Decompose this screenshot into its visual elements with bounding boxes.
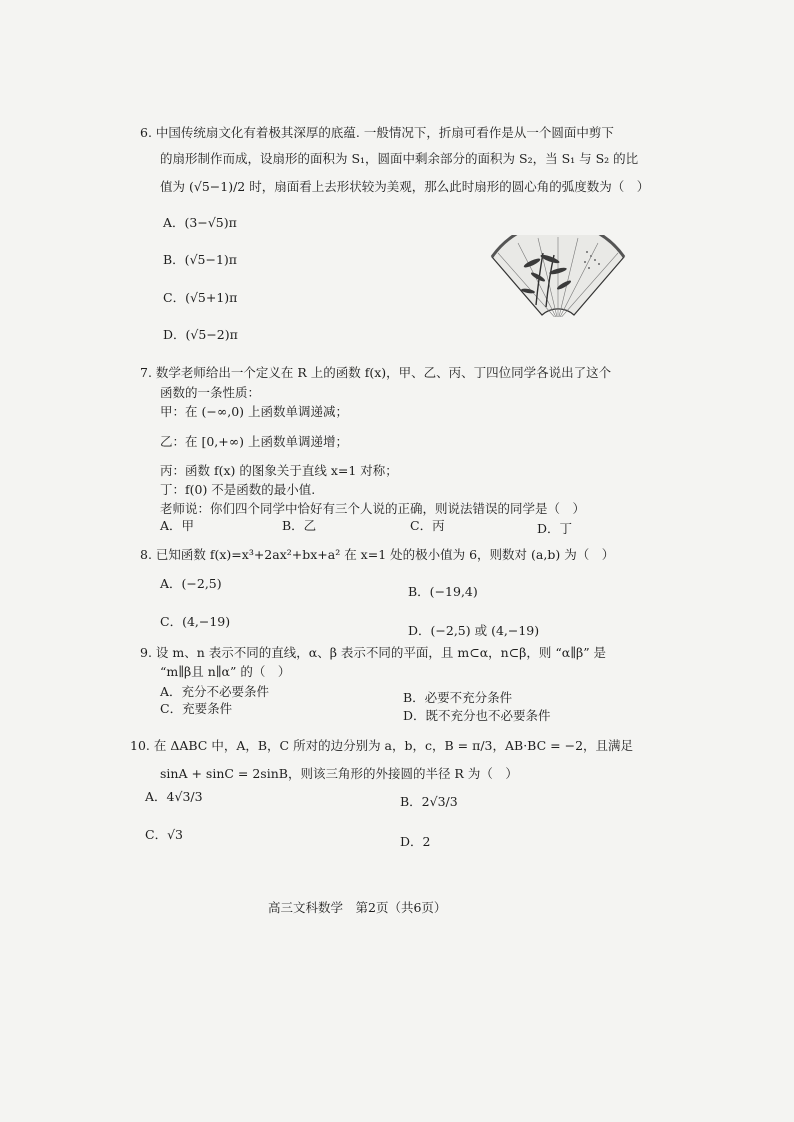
q7-line-6: 丁：f(0) 不是函数的最小值. (160, 482, 316, 497)
q7-option-a: A．甲 (160, 518, 195, 533)
q10-option-b: B．2√3/3 (400, 794, 458, 809)
folding-fan-image (488, 235, 628, 317)
q6-option-a: A．(3−√5)π (163, 215, 237, 230)
q10-option-d: D．2 (400, 834, 431, 849)
q10-option-a: A．4√3/3 (145, 789, 203, 804)
q9-option-b: B．必要不充分条件 (403, 690, 513, 705)
q10-option-c: C．√3 (145, 827, 183, 842)
q6-line-1: 6. 中国传统扇文化有着极其深厚的底蕴. 一般情况下，折扇可看作是从一个圆面中剪下 (140, 125, 614, 140)
q7-line-7: 老师说：你们四个同学中恰好有三个人说的正确，则说法错误的同学是（ ） (160, 501, 586, 516)
q10-line-2: sinA + sinC = 2sinB，则该三角形的外接圆的半径 R 为（ ） (160, 766, 518, 781)
q7-line-5: 丙：函数 f(x) 的图象关于直线 x=1 对称； (160, 463, 398, 478)
q9-option-c: C．充要条件 (160, 701, 233, 716)
q9-option-d: D．既不充分也不必要条件 (403, 708, 551, 723)
q8-line-1: 8. 已知函数 f(x)=x³+2ax²+bx+a² 在 x=1 处的极小值为 6，则数对 (a,b) 为（ ） (140, 547, 615, 562)
q9-line-2: “m∥β且 n∥α” 的（ ） (160, 664, 291, 679)
q6-line-2: 的扇形制作而成，设扇形的面积为 S₁，圆面中剩余部分的面积为 S₂，当 S₁ 与 S₂ 的比 (160, 151, 639, 166)
q7-line-2: 函数的一条性质： (160, 385, 261, 400)
q6-option-d: D．(√5−2)π (163, 327, 238, 342)
q7-option-c: C．丙 (410, 518, 445, 533)
q8-option-a: A．(−2,5) (160, 576, 222, 591)
q9-option-a: A．充分不必要条件 (160, 684, 270, 699)
q9-line-1: 9. 设 m、n 表示不同的直线，α、β 表示不同的平面，且 m⊂α，n⊂β，则 “α∥β” 是 (140, 645, 607, 660)
q7-option-d: D．丁 (537, 521, 573, 536)
q6-line-3: 值为 (√5−1)/2 时，扇面看上去形状较为美观，那么此时扇形的圆心角的弧度数为（ ） (160, 179, 650, 194)
q10-line-1: 10. 在 ΔABC 中，A，B，C 所对的边分别为 a，b，c，B = π/3，AB·BC = −2，且满足 (130, 738, 634, 753)
q6-option-b: B．(√5−1)π (163, 252, 237, 267)
q8-option-d: D．(−2,5) 或 (4,−19) (408, 623, 540, 638)
q6-option-c: C．(√5+1)π (163, 290, 238, 305)
q7-line-4: 乙：在 [0,+∞) 上函数单调递增； (160, 434, 349, 449)
q8-option-c: C．(4,−19) (160, 614, 231, 629)
q7-line-3: 甲：在 (−∞,0) 上函数单调递减； (160, 404, 349, 419)
q7-option-b: B．乙 (282, 518, 317, 533)
q7-line-1: 7. 数学老师给出一个定义在 R 上的函数 f(x)，甲、乙、丙、丁四位同学各说出了这个 (140, 365, 612, 380)
page-footer: 高三文科数学 第2页（共6页） (268, 900, 447, 915)
q8-option-b: B．(−19,4) (408, 584, 478, 599)
